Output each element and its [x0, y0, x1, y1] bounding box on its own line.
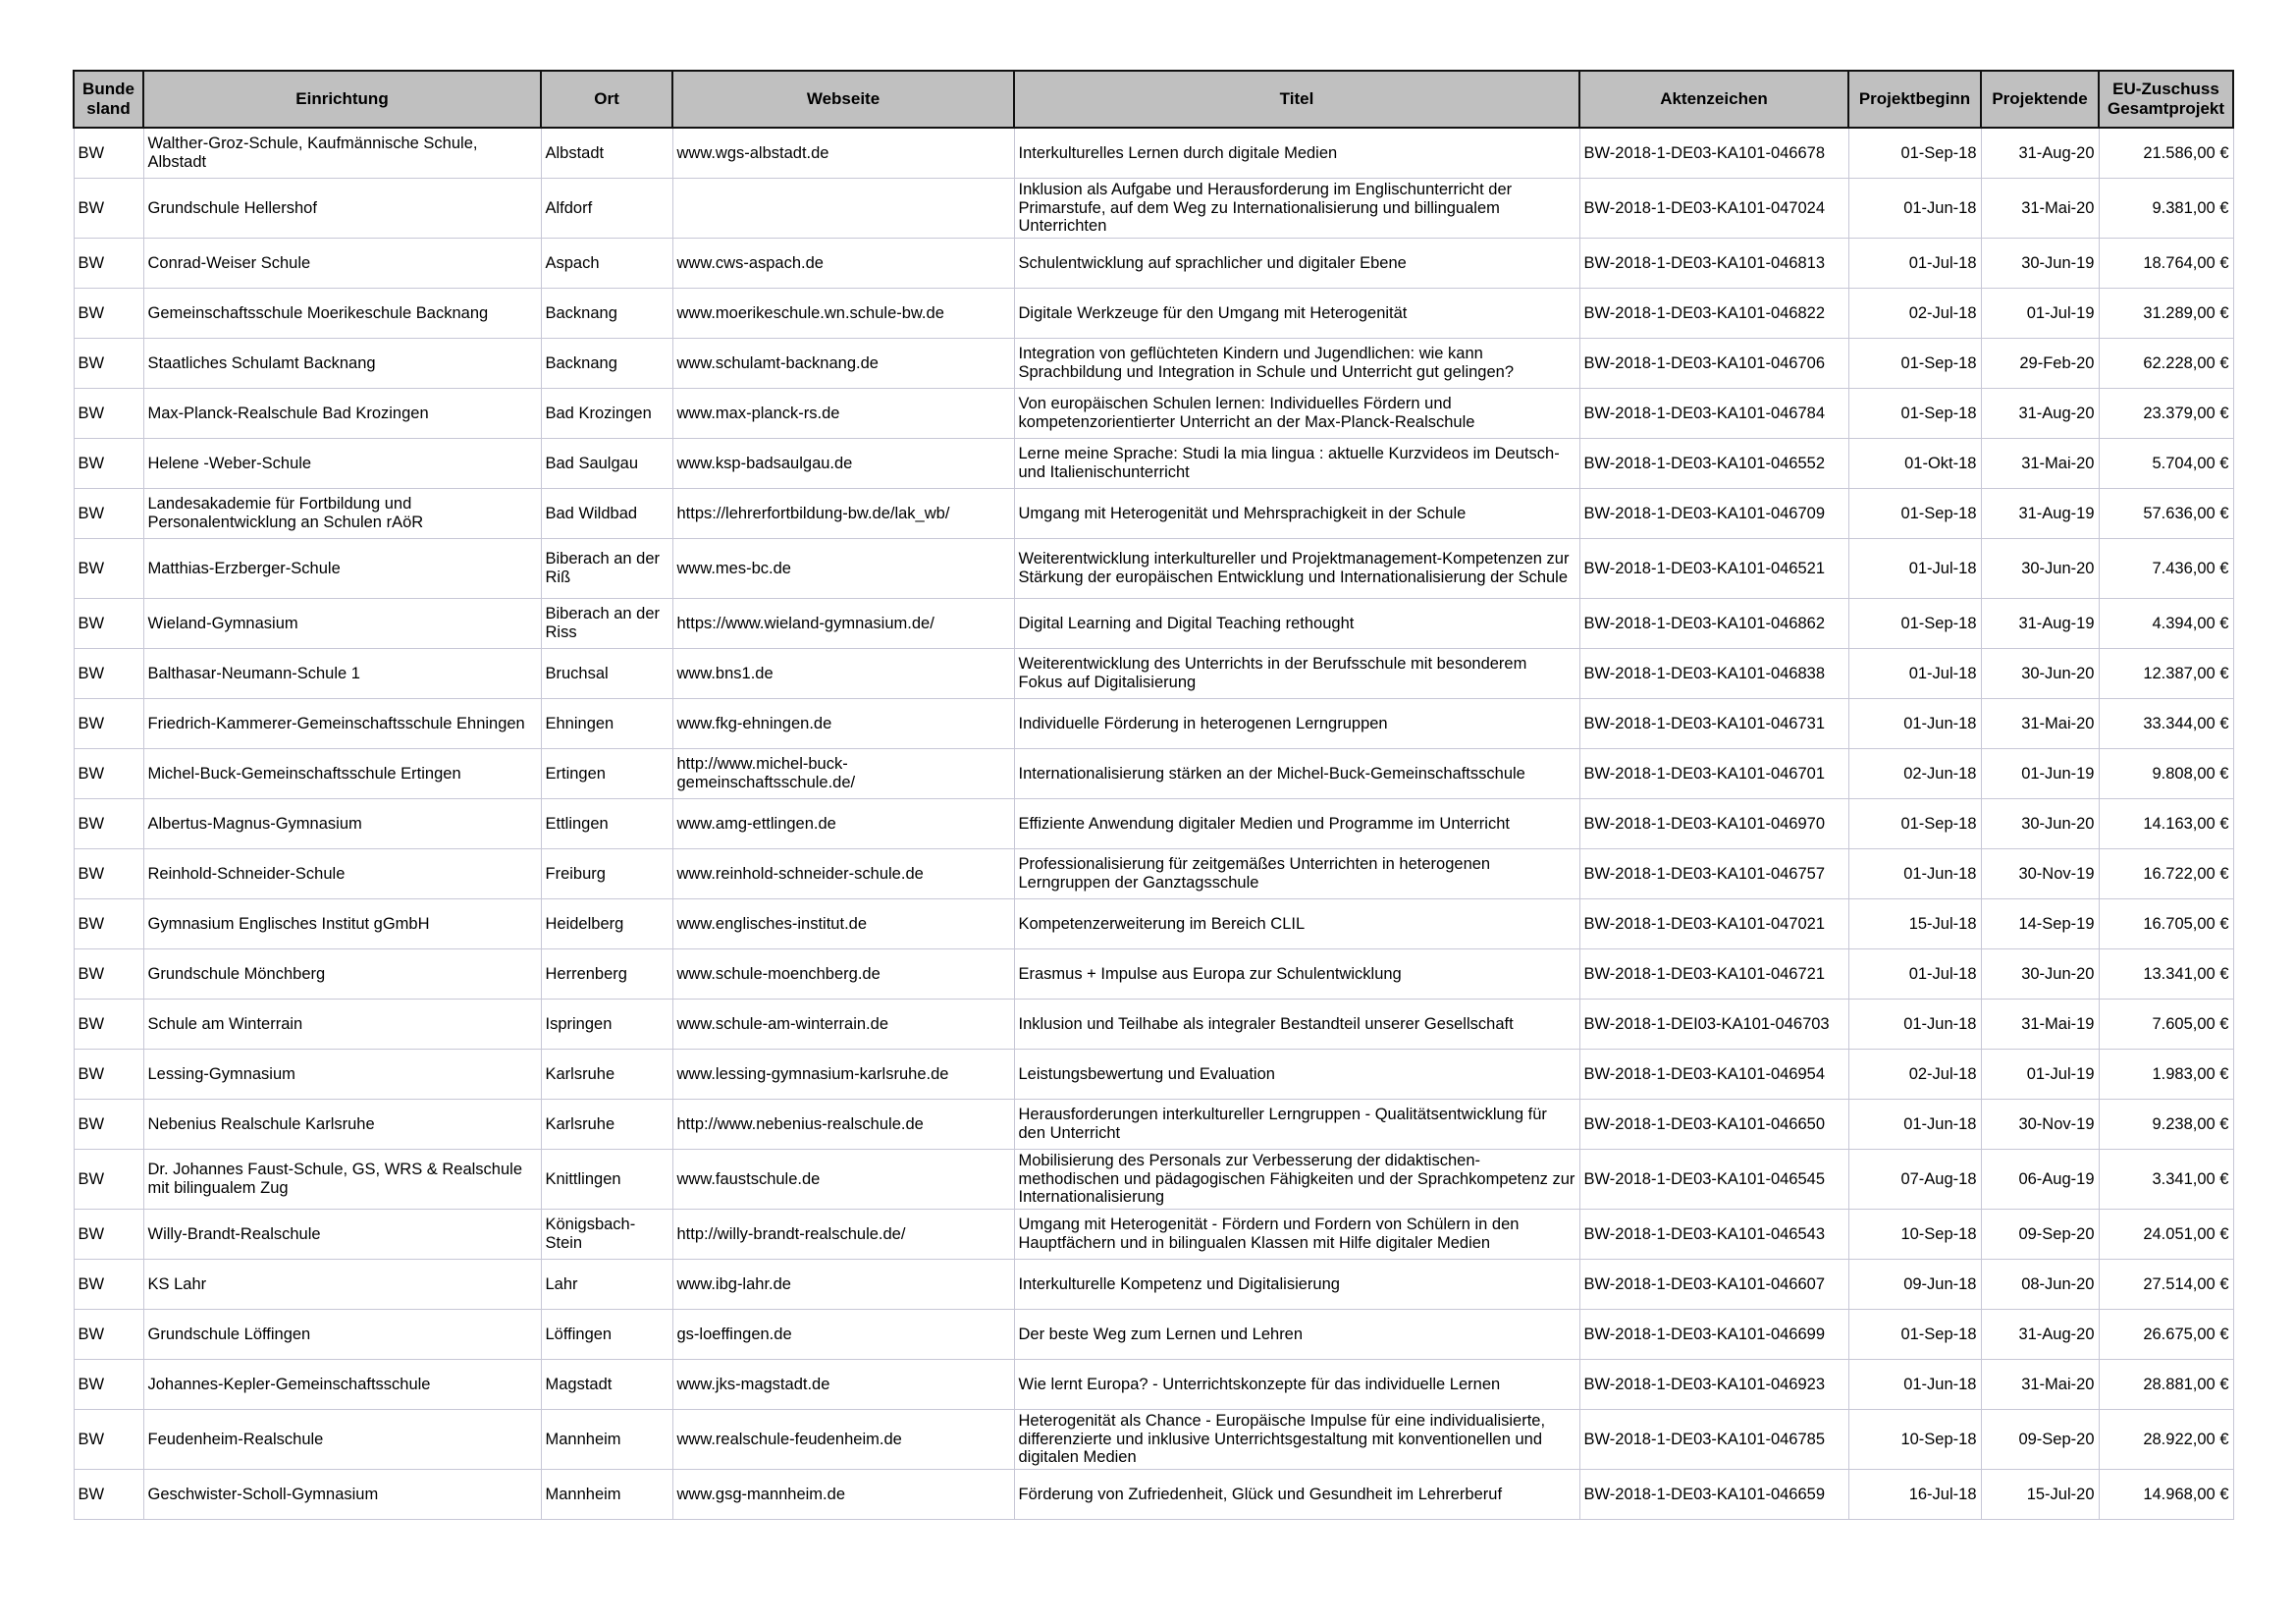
projektbeginn-cell: 01-Jun-18	[1848, 699, 1981, 749]
aktenzeichen-cell: BW-2018-1-DE03-KA101-046785	[1579, 1410, 1848, 1470]
aktenzeichen-cell: BW-2018-1-DE03-KA101-046838	[1579, 649, 1848, 699]
webseite-cell: www.ibg-lahr.de	[672, 1260, 1014, 1310]
aktenzeichen-cell: BW-2018-1-DE03-KA101-046699	[1579, 1310, 1848, 1360]
bundesland-cell: BW	[74, 239, 143, 289]
aktenzeichen-cell: BW-2018-1-DE03-KA101-046552	[1579, 439, 1848, 489]
ort-cell: Alfdorf	[541, 179, 672, 239]
einrichtung-cell: Staatliches Schulamt Backnang	[143, 339, 541, 389]
eu-zuschuss-cell: 14.968,00 €	[2099, 1470, 2233, 1520]
projektende-cell: 31-Mai-20	[1981, 439, 2099, 489]
projektende-cell: 30-Nov-19	[1981, 1100, 2099, 1150]
projektende-cell: 30-Jun-20	[1981, 799, 2099, 849]
eu-zuschuss-cell: 1.983,00 €	[2099, 1050, 2233, 1100]
titel-cell: Von europäischen Schulen lernen: Individuelles Fördern und kompetenzorientierter Unterricht an der Max-Planck-Realschule	[1014, 389, 1579, 439]
projektbeginn-cell: 01-Sep-18	[1848, 799, 1981, 849]
table-row	[74, 339, 2233, 389]
eu-zuschuss-cell: 24.051,00 €	[2099, 1210, 2233, 1260]
ort-cell: Albstadt	[541, 128, 672, 179]
bundesland-cell: BW	[74, 179, 143, 239]
webseite-cell: www.amg-ettlingen.de	[672, 799, 1014, 849]
einrichtung-cell: Friedrich-Kammerer-Gemeinschaftsschule Ehningen	[143, 699, 541, 749]
eu-zuschuss-cell: 13.341,00 €	[2099, 949, 2233, 1000]
eu-zuschuss-cell: 9.808,00 €	[2099, 749, 2233, 799]
einrichtung-cell: KS Lahr	[143, 1260, 541, 1310]
bundesland-cell: BW	[74, 749, 143, 799]
col-header-titel: Titel	[1014, 71, 1579, 128]
titel-cell: Schulentwicklung auf sprachlicher und digitaler Ebene	[1014, 239, 1579, 289]
einrichtung-cell: Grundschule Löffingen	[143, 1310, 541, 1360]
projektbeginn-cell: 01-Sep-18	[1848, 389, 1981, 439]
webseite-cell: www.moerikeschule.wn.schule-bw.de	[672, 289, 1014, 339]
ort-cell: Bad Krozingen	[541, 389, 672, 439]
projektbeginn-cell: 16-Jul-18	[1848, 1470, 1981, 1520]
projektbeginn-cell: 01-Jul-18	[1848, 949, 1981, 1000]
projektbeginn-cell: 01-Sep-18	[1848, 339, 1981, 389]
titel-cell: Inklusion und Teilhabe als integraler Bestandteil unserer Gesellschaft	[1014, 1000, 1579, 1050]
bundesland-cell: BW	[74, 1470, 143, 1520]
table-row	[74, 439, 2233, 489]
einrichtung-cell: Geschwister-Scholl-Gymnasium	[143, 1470, 541, 1520]
aktenzeichen-cell: BW-2018-1-DE03-KA101-046731	[1579, 699, 1848, 749]
bundesland-cell: BW	[74, 949, 143, 1000]
titel-cell: Digital Learning and Digital Teaching rethought	[1014, 599, 1579, 649]
ort-cell: Karlsruhe	[541, 1050, 672, 1100]
bundesland-cell: BW	[74, 799, 143, 849]
col-header-webseite: Webseite	[672, 71, 1014, 128]
aktenzeichen-cell: BW-2018-1-DE03-KA101-046543	[1579, 1210, 1848, 1260]
ort-cell: Bad Saulgau	[541, 439, 672, 489]
titel-cell: Professionalisierung für zeitgemäßes Unterrichten in heterogenen Lerngruppen der Ganztagsschule	[1014, 849, 1579, 899]
bundesland-cell: BW	[74, 1360, 143, 1410]
webseite-cell: www.wgs-albstadt.de	[672, 128, 1014, 179]
table-row	[74, 649, 2233, 699]
aktenzeichen-cell: BW-2018-1-DE03-KA101-046678	[1579, 128, 1848, 179]
projektbeginn-cell: 10-Sep-18	[1848, 1410, 1981, 1470]
col-header-ort: Ort	[541, 71, 672, 128]
aktenzeichen-cell: BW-2018-1-DE03-KA101-046650	[1579, 1100, 1848, 1150]
projektbeginn-cell: 01-Jul-18	[1848, 649, 1981, 699]
titel-cell: Kompetenzerweiterung im Bereich CLIL	[1014, 899, 1579, 949]
projektende-cell: 31-Mai-20	[1981, 179, 2099, 239]
webseite-cell: www.gsg-mannheim.de	[672, 1470, 1014, 1520]
eu-zuschuss-cell: 23.379,00 €	[2099, 389, 2233, 439]
projektende-cell: 01-Jun-19	[1981, 749, 2099, 799]
projektende-cell: 31-Aug-20	[1981, 128, 2099, 179]
projektbeginn-cell: 02-Jun-18	[1848, 749, 1981, 799]
table-row	[74, 289, 2233, 339]
projects-table	[73, 70, 2234, 1520]
aktenzeichen-cell: BW-2018-1-DE03-KA101-046954	[1579, 1050, 1848, 1100]
webseite-cell: http://willy-brandt-realschule.de/	[672, 1210, 1014, 1260]
eu-zuschuss-cell: 9.381,00 €	[2099, 179, 2233, 239]
bundesland-cell: BW	[74, 899, 143, 949]
einrichtung-cell: Lessing-Gymnasium	[143, 1050, 541, 1100]
table-row	[74, 128, 2233, 179]
table-row	[74, 599, 2233, 649]
webseite-cell: www.realschule-feudenheim.de	[672, 1410, 1014, 1470]
webseite-cell: gs-loeffingen.de	[672, 1310, 1014, 1360]
projektbeginn-cell: 02-Jul-18	[1848, 1050, 1981, 1100]
ort-cell: Biberach an der Riß	[541, 539, 672, 599]
aktenzeichen-cell: BW-2018-1-DE03-KA101-046822	[1579, 289, 1848, 339]
projektbeginn-cell: 09-Jun-18	[1848, 1260, 1981, 1310]
ort-cell: Backnang	[541, 289, 672, 339]
aktenzeichen-cell: BW-2018-1-DE03-KA101-046521	[1579, 539, 1848, 599]
aktenzeichen-cell: BW-2018-1-DEI03-KA101-046703	[1579, 1000, 1848, 1050]
projektende-cell: 31-Mai-19	[1981, 1000, 2099, 1050]
ort-cell: Backnang	[541, 339, 672, 389]
ort-cell: Bruchsal	[541, 649, 672, 699]
webseite-cell: www.schulamt-backnang.de	[672, 339, 1014, 389]
table-row	[74, 949, 2233, 1000]
aktenzeichen-cell: BW-2018-1-DE03-KA101-046784	[1579, 389, 1848, 439]
einrichtung-cell: Walther-Groz-Schule, Kaufmännische Schule, Albstadt	[143, 128, 541, 179]
projektbeginn-cell: 01-Jun-18	[1848, 1000, 1981, 1050]
webseite-cell: http://www.nebenius-realschule.de	[672, 1100, 1014, 1150]
aktenzeichen-cell: BW-2018-1-DE03-KA101-046923	[1579, 1360, 1848, 1410]
projektbeginn-cell: 15-Jul-18	[1848, 899, 1981, 949]
eu-zuschuss-cell: 27.514,00 €	[2099, 1260, 2233, 1310]
table-row	[74, 1470, 2233, 1520]
projektbeginn-cell: 01-Jun-18	[1848, 1100, 1981, 1150]
webseite-cell: www.mes-bc.de	[672, 539, 1014, 599]
webseite-cell: https://www.wieland-gymnasium.de/	[672, 599, 1014, 649]
titel-cell: Heterogenität als Chance - Europäische Impulse für eine individualisierte, differenzierte und inklusive Unterrichtsgestaltung mit konventionellen und digitalen Medien	[1014, 1410, 1579, 1470]
titel-cell: Interkulturelle Kompetenz und Digitalisierung	[1014, 1260, 1579, 1310]
einrichtung-cell: Feudenheim-Realschule	[143, 1410, 541, 1470]
einrichtung-cell: Albertus-Magnus-Gymnasium	[143, 799, 541, 849]
projektbeginn-cell: 01-Jun-18	[1848, 1360, 1981, 1410]
webseite-cell: www.faustschule.de	[672, 1150, 1014, 1210]
table-row	[74, 1150, 2233, 1210]
titel-cell: Weiterentwicklung interkultureller und Projektmanagement-Kompetenzen zur Stärkung der europäischen Entwicklung und Internationalisierung der Schule	[1014, 539, 1579, 599]
table-row	[74, 179, 2233, 239]
eu-zuschuss-cell: 3.341,00 €	[2099, 1150, 2233, 1210]
ort-cell: Ispringen	[541, 1000, 672, 1050]
einrichtung-cell: Dr. Johannes Faust-Schule, GS, WRS & Realschule mit bilingualem Zug	[143, 1150, 541, 1210]
header-row	[74, 71, 2233, 128]
titel-cell: Förderung von Zufriedenheit, Glück und Gesundheit im Lehrerberuf	[1014, 1470, 1579, 1520]
bundesland-cell: BW	[74, 1100, 143, 1150]
einrichtung-cell: Balthasar-Neumann-Schule 1	[143, 649, 541, 699]
aktenzeichen-cell: BW-2018-1-DE03-KA101-046607	[1579, 1260, 1848, 1310]
col-header-projektbeginn: Projektbeginn	[1848, 71, 1981, 128]
col-header-aktenzeichen: Aktenzeichen	[1579, 71, 1848, 128]
projektende-cell: 31-Aug-20	[1981, 389, 2099, 439]
eu-zuschuss-cell: 28.922,00 €	[2099, 1410, 2233, 1470]
eu-zuschuss-cell: 16.705,00 €	[2099, 899, 2233, 949]
einrichtung-cell: Gymnasium Englisches Institut gGmbH	[143, 899, 541, 949]
einrichtung-cell: Wieland-Gymnasium	[143, 599, 541, 649]
projektbeginn-cell: 01-Jul-18	[1848, 239, 1981, 289]
projektbeginn-cell: 01-Sep-18	[1848, 489, 1981, 539]
ort-cell: Aspach	[541, 239, 672, 289]
aktenzeichen-cell: BW-2018-1-DE03-KA101-046545	[1579, 1150, 1848, 1210]
eu-zuschuss-cell: 21.586,00 €	[2099, 128, 2233, 179]
aktenzeichen-cell: BW-2018-1-DE03-KA101-046757	[1579, 849, 1848, 899]
projektbeginn-cell: 01-Sep-18	[1848, 1310, 1981, 1360]
table-row	[74, 1050, 2233, 1100]
bundesland-cell: BW	[74, 128, 143, 179]
table-row	[74, 1210, 2233, 1260]
bundesland-cell: BW	[74, 289, 143, 339]
einrichtung-cell: Michel-Buck-Gemeinschaftsschule Ertingen	[143, 749, 541, 799]
projektbeginn-cell: 10-Sep-18	[1848, 1210, 1981, 1260]
table-row	[74, 539, 2233, 599]
einrichtung-cell: Grundschule Mönchberg	[143, 949, 541, 1000]
einrichtung-cell: Reinhold-Schneider-Schule	[143, 849, 541, 899]
table-row	[74, 239, 2233, 289]
table-row	[74, 799, 2233, 849]
bundesland-cell: BW	[74, 1410, 143, 1470]
bundesland-cell: BW	[74, 1210, 143, 1260]
bundesland-cell: BW	[74, 489, 143, 539]
projektende-cell: 31-Aug-19	[1981, 489, 2099, 539]
eu-zuschuss-cell: 7.436,00 €	[2099, 539, 2233, 599]
projektende-cell: 31-Mai-20	[1981, 1360, 2099, 1410]
titel-cell: Umgang mit Heterogenität - Fördern und Fordern von Schülern in den Hauptfächern und in bilingualen Klassen mit Hilfe digitaler Medien	[1014, 1210, 1579, 1260]
eu-zuschuss-cell: 16.722,00 €	[2099, 849, 2233, 899]
aktenzeichen-cell: BW-2018-1-DE03-KA101-046659	[1579, 1470, 1848, 1520]
ort-cell: Herrenberg	[541, 949, 672, 1000]
bundesland-cell: BW	[74, 389, 143, 439]
titel-cell: Individuelle Förderung in heterogenen Lerngruppen	[1014, 699, 1579, 749]
bundesland-cell: BW	[74, 1260, 143, 1310]
eu-zuschuss-cell: 62.228,00 €	[2099, 339, 2233, 389]
titel-cell: Lerne meine Sprache: Studi la mia lingua : aktuelle Kurzvideos im Deutsch- und Italienischunterricht	[1014, 439, 1579, 489]
titel-cell: Interkulturelles Lernen durch digitale Medien	[1014, 128, 1579, 179]
ort-cell: Ehningen	[541, 699, 672, 749]
col-header-eu-zuschuss: EU-Zuschuss Gesamtprojekt	[2099, 71, 2233, 128]
projektende-cell: 31-Aug-20	[1981, 1310, 2099, 1360]
ort-cell: Löffingen	[541, 1310, 672, 1360]
bundesland-cell: BW	[74, 539, 143, 599]
aktenzeichen-cell: BW-2018-1-DE03-KA101-046709	[1579, 489, 1848, 539]
table-row	[74, 749, 2233, 799]
table-row	[74, 489, 2233, 539]
ort-cell: Magstadt	[541, 1360, 672, 1410]
table-row	[74, 849, 2233, 899]
eu-zuschuss-cell: 26.675,00 €	[2099, 1310, 2233, 1360]
aktenzeichen-cell: BW-2018-1-DE03-KA101-046970	[1579, 799, 1848, 849]
eu-zuschuss-cell: 18.764,00 €	[2099, 239, 2233, 289]
col-header-einrichtung: Einrichtung	[143, 71, 541, 128]
ort-cell: Biberach an der Riss	[541, 599, 672, 649]
einrichtung-cell: Willy-Brandt-Realschule	[143, 1210, 541, 1260]
einrichtung-cell: Schule am Winterrain	[143, 1000, 541, 1050]
titel-cell: Integration von geflüchteten Kindern und Jugendlichen: wie kann Sprachbildung und Integration in Schule und Unterricht gut gelingen?	[1014, 339, 1579, 389]
bundesland-cell: BW	[74, 339, 143, 389]
table-row	[74, 389, 2233, 439]
einrichtung-cell: Matthias-Erzberger-Schule	[143, 539, 541, 599]
titel-cell: Der beste Weg zum Lernen und Lehren	[1014, 1310, 1579, 1360]
webseite-cell: www.englisches-institut.de	[672, 899, 1014, 949]
webseite-cell: www.cws-aspach.de	[672, 239, 1014, 289]
webseite-cell	[672, 179, 1014, 239]
ort-cell: Ertingen	[541, 749, 672, 799]
projektende-cell: 29-Feb-20	[1981, 339, 2099, 389]
ort-cell: Lahr	[541, 1260, 672, 1310]
bundesland-cell: BW	[74, 1000, 143, 1050]
titel-cell: Mobilisierung des Personals zur Verbesserung der didaktischen-methodischen und pädagogischen Fähigkeiten und der Sprachkompetenz zur Internationalisierung	[1014, 1150, 1579, 1210]
webseite-cell: www.schule-moenchberg.de	[672, 949, 1014, 1000]
projektende-cell: 08-Jun-20	[1981, 1260, 2099, 1310]
table-row	[74, 1260, 2233, 1310]
webseite-cell: www.fkg-ehningen.de	[672, 699, 1014, 749]
aktenzeichen-cell: BW-2018-1-DE03-KA101-046862	[1579, 599, 1848, 649]
projektbeginn-cell: 02-Jul-18	[1848, 289, 1981, 339]
einrichtung-cell: Helene -Weber-Schule	[143, 439, 541, 489]
projektbeginn-cell: 01-Jul-18	[1848, 539, 1981, 599]
table-row	[74, 1360, 2233, 1410]
ort-cell: Bad Wildbad	[541, 489, 672, 539]
eu-zuschuss-cell: 57.636,00 €	[2099, 489, 2233, 539]
titel-cell: Weiterentwicklung des Unterrichts in der Berufsschule mit besonderem Fokus auf Digitalisierung	[1014, 649, 1579, 699]
eu-zuschuss-cell: 7.605,00 €	[2099, 1000, 2233, 1050]
einrichtung-cell: Landesakademie für Fortbildung und Personalentwicklung an Schulen rAöR	[143, 489, 541, 539]
titel-cell: Effiziente Anwendung digitaler Medien und Programme im Unterricht	[1014, 799, 1579, 849]
projektbeginn-cell: 01-Jun-18	[1848, 179, 1981, 239]
eu-zuschuss-cell: 12.387,00 €	[2099, 649, 2233, 699]
table-row	[74, 1410, 2233, 1470]
ort-cell: Königsbach-Stein	[541, 1210, 672, 1260]
projektende-cell: 15-Jul-20	[1981, 1470, 2099, 1520]
projektende-cell: 31-Aug-19	[1981, 599, 2099, 649]
webseite-cell: www.reinhold-schneider-schule.de	[672, 849, 1014, 899]
projektbeginn-cell: 07-Aug-18	[1848, 1150, 1981, 1210]
webseite-cell: http://www.michel-buck-gemeinschaftsschule.de/	[672, 749, 1014, 799]
projektende-cell: 01-Jul-19	[1981, 289, 2099, 339]
eu-zuschuss-cell: 9.238,00 €	[2099, 1100, 2233, 1150]
einrichtung-cell: Nebenius Realschule Karlsruhe	[143, 1100, 541, 1150]
webseite-cell: www.schule-am-winterrain.de	[672, 1000, 1014, 1050]
aktenzeichen-cell: BW-2018-1-DE03-KA101-046813	[1579, 239, 1848, 289]
ort-cell: Mannheim	[541, 1410, 672, 1470]
bundesland-cell: BW	[74, 1050, 143, 1100]
projektende-cell: 30-Jun-20	[1981, 649, 2099, 699]
eu-zuschuss-cell: 4.394,00 €	[2099, 599, 2233, 649]
ort-cell: Heidelberg	[541, 899, 672, 949]
bundesland-cell: BW	[74, 849, 143, 899]
einrichtung-cell: Gemeinschaftsschule Moerikeschule Backnang	[143, 289, 541, 339]
projektende-cell: 30-Jun-19	[1981, 239, 2099, 289]
titel-cell: Leistungsbewertung und Evaluation	[1014, 1050, 1579, 1100]
ort-cell: Mannheim	[541, 1470, 672, 1520]
table-row	[74, 1000, 2233, 1050]
bundesland-cell: BW	[74, 439, 143, 489]
webseite-cell: www.bns1.de	[672, 649, 1014, 699]
einrichtung-cell: Johannes-Kepler-Gemeinschaftsschule	[143, 1360, 541, 1410]
ort-cell: Knittlingen	[541, 1150, 672, 1210]
webseite-cell: www.lessing-gymnasium-karlsruhe.de	[672, 1050, 1014, 1100]
einrichtung-cell: Grundschule Hellershof	[143, 179, 541, 239]
bundesland-cell: BW	[74, 649, 143, 699]
projektbeginn-cell: 01-Okt-18	[1848, 439, 1981, 489]
eu-zuschuss-cell: 33.344,00 €	[2099, 699, 2233, 749]
projektende-cell: 01-Jul-19	[1981, 1050, 2099, 1100]
projektende-cell: 30-Nov-19	[1981, 849, 2099, 899]
col-header-bundesland: Bunde sland	[74, 71, 143, 128]
projektende-cell: 30-Jun-20	[1981, 949, 2099, 1000]
bundesland-cell: BW	[74, 699, 143, 749]
aktenzeichen-cell: BW-2018-1-DE03-KA101-047024	[1579, 179, 1848, 239]
aktenzeichen-cell: BW-2018-1-DE03-KA101-046721	[1579, 949, 1848, 1000]
aktenzeichen-cell: BW-2018-1-DE03-KA101-046706	[1579, 339, 1848, 389]
table-row	[74, 699, 2233, 749]
bundesland-cell: BW	[74, 599, 143, 649]
webseite-cell: www.jks-magstadt.de	[672, 1360, 1014, 1410]
projektende-cell: 14-Sep-19	[1981, 899, 2099, 949]
webseite-cell: www.max-planck-rs.de	[672, 389, 1014, 439]
bundesland-cell: BW	[74, 1310, 143, 1360]
webseite-cell: https://lehrerfortbildung-bw.de/lak_wb/	[672, 489, 1014, 539]
eu-zuschuss-cell: 14.163,00 €	[2099, 799, 2233, 849]
eu-zuschuss-cell: 5.704,00 €	[2099, 439, 2233, 489]
webseite-cell: www.ksp-badsaulgau.de	[672, 439, 1014, 489]
projektende-cell: 31-Mai-20	[1981, 699, 2099, 749]
einrichtung-cell: Max-Planck-Realschule Bad Krozingen	[143, 389, 541, 439]
projektende-cell: 09-Sep-20	[1981, 1410, 2099, 1470]
eu-zuschuss-cell: 28.881,00 €	[2099, 1360, 2233, 1410]
titel-cell: Herausforderungen interkultureller Lerngruppen - Qualitätsentwicklung für den Unterricht	[1014, 1100, 1579, 1150]
titel-cell: Erasmus + Impulse aus Europa zur Schulentwicklung	[1014, 949, 1579, 1000]
bundesland-cell: BW	[74, 1150, 143, 1210]
table-row	[74, 1310, 2233, 1360]
titel-cell: Internationalisierung stärken an der Michel-Buck-Gemeinschaftsschule	[1014, 749, 1579, 799]
einrichtung-cell: Conrad-Weiser Schule	[143, 239, 541, 289]
projektende-cell: 30-Jun-20	[1981, 539, 2099, 599]
eu-zuschuss-cell: 31.289,00 €	[2099, 289, 2233, 339]
ort-cell: Ettlingen	[541, 799, 672, 849]
titel-cell: Wie lernt Europa? - Unterrichtskonzepte für das individuelle Lernen	[1014, 1360, 1579, 1410]
projektbeginn-cell: 01-Jun-18	[1848, 849, 1981, 899]
table-row	[74, 899, 2233, 949]
aktenzeichen-cell: BW-2018-1-DE03-KA101-047021	[1579, 899, 1848, 949]
titel-cell: Inklusion als Aufgabe und Herausforderung im Englischunterricht der Primarstufe, auf dem Weg zu Internationalisierung und billingualem Unterrichten	[1014, 179, 1579, 239]
projektbeginn-cell: 01-Sep-18	[1848, 128, 1981, 179]
projektende-cell: 06-Aug-19	[1981, 1150, 2099, 1210]
titel-cell: Digitale Werkzeuge für den Umgang mit Heterogenität	[1014, 289, 1579, 339]
projektbeginn-cell: 01-Sep-18	[1848, 599, 1981, 649]
ort-cell: Karlsruhe	[541, 1100, 672, 1150]
table-row	[74, 1100, 2233, 1150]
ort-cell: Freiburg	[541, 849, 672, 899]
projektende-cell: 09-Sep-20	[1981, 1210, 2099, 1260]
aktenzeichen-cell: BW-2018-1-DE03-KA101-046701	[1579, 749, 1848, 799]
titel-cell: Umgang mit Heterogenität und Mehrsprachigkeit in der Schule	[1014, 489, 1579, 539]
col-header-projektende: Projektende	[1981, 71, 2099, 128]
